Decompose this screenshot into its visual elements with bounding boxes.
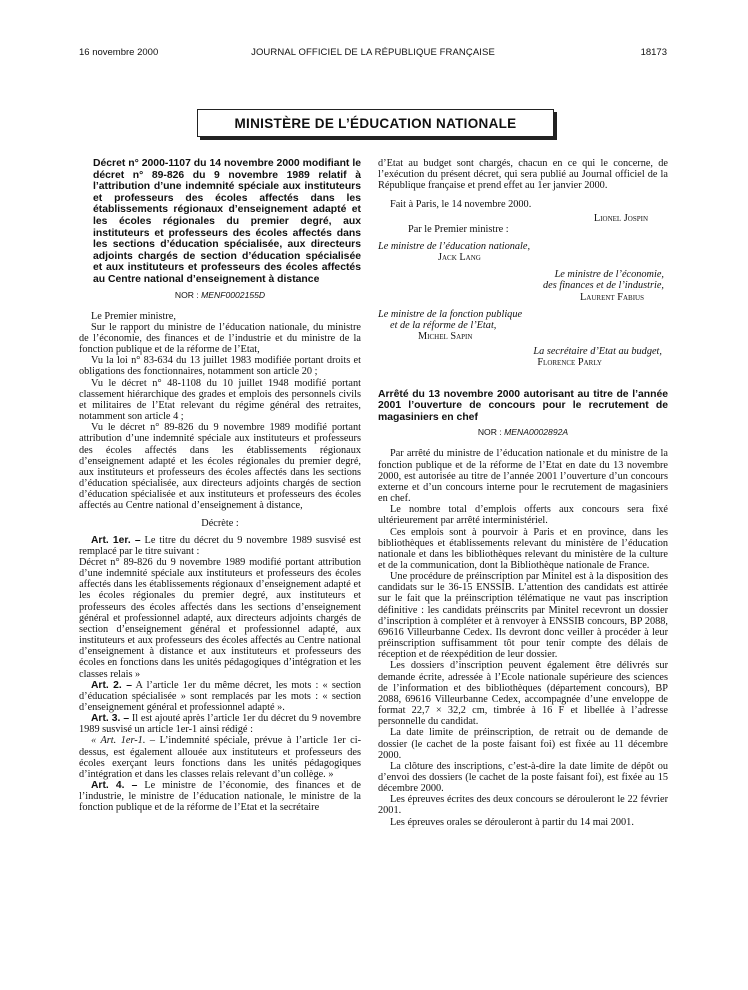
left-column bbox=[79, 158, 361, 814]
minister-fp-role-a: Le ministre de la fonction publique bbox=[378, 308, 523, 320]
ministry-title-box bbox=[197, 109, 554, 137]
article-3-quote-text: L’indemnité spéciale, prévue à l’article 1er ci-dessus, est également allouée aux instituteurs et professeurs des écoles exerçant leurs fonctions dans les unités pédagogiques d’intégration et dans les classes relais relevant d’un collège. » bbox=[79, 735, 362, 780]
article-1-text: Le titre du décret du 9 novembre 1989 susvisé est remplacé par le titre suivant : bbox=[79, 534, 361, 557]
secretary-budget-name: Florence Parly bbox=[537, 357, 602, 369]
arrete-nor-value: MENA0002892A bbox=[504, 427, 569, 438]
article-2-text: A l’article 1er du même décret, les mots : « section d’éducation spécialisée » sont remplacés par les mots : « section d’enseignement général et professionnel adapté ». bbox=[79, 679, 361, 713]
article-1-label: Art. 1er. – bbox=[91, 534, 141, 546]
decree-decrete: Décrète : bbox=[201, 517, 239, 529]
article-4 bbox=[79, 780, 361, 813]
running-header bbox=[79, 47, 667, 61]
arrete-para: Les dossiers d’inscription peuvent également être délivrés sur demande écrite, adressée à l’Ecole nationale supérieure des sciences de l’information et des bibliothèques (département concours), BP 2088, 69616 Villeurbanne Cedex, accompagnée d’une enveloppe de format 22,7 × 32,2 cm, timbrée à 16 F et libellée à l’adresse personnelle du candidat. bbox=[378, 660, 668, 728]
article-3-quote bbox=[79, 735, 361, 780]
article-4-text: Le ministre de l’économie, des finances et de l’industrie, le ministre de l’éducation nationale, le ministre de la fonction publique et de la réforme de l’Etat et la secrétaire bbox=[79, 780, 361, 814]
arrete-para: Ces emplois sont à pourvoir à Paris et en province, dans les bibliothèques et établissements relevant du ministère de l’éducation nationale et dans les bibliothèques relevant du ministère de la culture et de la communication, dont la Bibliothèque nationale de France. bbox=[378, 526, 668, 571]
arrete-nor bbox=[378, 427, 668, 438]
signature-block-education bbox=[378, 241, 668, 263]
minister-economy-role-a: Le ministre de l’économie, bbox=[554, 269, 664, 281]
minister-fp-name: Michel Sapin bbox=[418, 331, 473, 343]
arrete-nor-label: NOR : bbox=[477, 427, 502, 438]
header-page-number: 18173 bbox=[640, 47, 667, 58]
article-3-quote-label: « Art. 1er-1. – bbox=[91, 735, 156, 747]
article-3 bbox=[79, 713, 361, 735]
arrete-para: Les épreuves orales se dérouleront à partir du 14 mai 2001. bbox=[390, 816, 634, 828]
signature-block-economy bbox=[378, 269, 668, 302]
minister-economy-name: Laurent Fabius bbox=[580, 291, 644, 303]
decree-fait: Fait à Paris, le 14 novembre 2000. bbox=[390, 199, 532, 211]
decree-para: Le Premier ministre, bbox=[91, 310, 176, 322]
arrete-para: La clôture des inscriptions, c’est-à-dire la date limite de dépôt ou d’envoi des dossiers (le cachet de la poste faisant foi), est fixée au 15 décembre 2000. bbox=[378, 760, 668, 795]
arrete-para: Une procédure de préinscription par Minitel est à la disposition des candidats sur le 36-15 ENSSIB. L’attention des candidats est attirée sur le fait que la préinscription télématique ne vaut pas inscription définitive : les candidats préinscrits par Minitel recevront un dossier d’inscription à compléter et à renvoyer à ENSSIB concours, BP 2088, 69616 Villeurbanne Cedex. Ils devront donc veiller à procéder à leur préinscription suffisamment tôt pour tenir compte des délais de réception et de réexpédition de leur dossier. bbox=[378, 571, 668, 661]
arrete-para: La date limite de préinscription, de retrait ou de demande de dossier (le cachet de la poste faisant foi) est fixée au 11 décembre 2000. bbox=[378, 727, 668, 761]
right-column bbox=[378, 158, 668, 828]
arrete-title: Arrêté du 13 novembre 2000 autorisant au titre de l’année 2001 l’ouverture de concours pour le recrutement de magasiniers en chef bbox=[378, 388, 668, 423]
decree-continuation: d’Etat au budget sont chargés, chacun en ce qui le concerne, de l’exécution du présent décret, qui sera publié au Journal officiel de la République française et prend effet au 1er janvier 2000. bbox=[378, 158, 668, 192]
arrete-para: Les épreuves écrites des deux concours se dérouleront le 22 février 2001. bbox=[378, 794, 668, 817]
decree-nor-label: NOR : bbox=[174, 289, 199, 300]
signature-prime-minister: Lionel Jospin bbox=[593, 212, 648, 224]
article-3-text: Il est ajouté après l’article 1er du décret du 9 novembre 1989 susvisé un article 1er-1 ainsi rédigé : bbox=[79, 713, 361, 736]
article-2-label: Art. 2. – bbox=[91, 679, 132, 691]
minister-education-name: Jack Lang bbox=[438, 252, 481, 264]
decree-para: Vu le décret n° 48-1108 du 10 juillet 1948 modifié portant classement hiérarchique des grades et emplois des personnels civils et militaires de l’Etat relevant du régime général des retraites, notamment son article 4 ; bbox=[79, 377, 361, 423]
decree-para: Sur le rapport du ministre de l’éducation nationale, du ministre de l’économie, des finances et de l’industrie et du ministre de la fonction publique et de la réforme de l’Etat, bbox=[79, 321, 361, 356]
decree-nor bbox=[79, 290, 361, 301]
par-le-premier-ministre: Par le Premier ministre : bbox=[408, 223, 509, 235]
minister-economy-role-b: des finances et de l’industrie, bbox=[543, 280, 664, 292]
minister-education-role: Le ministre de l’éducation nationale, bbox=[378, 240, 531, 252]
header-date: 16 novembre 2000 bbox=[79, 47, 159, 58]
arrete-para: Le nombre total d’emplois offerts aux concours sera fixé ultérieurement par arrêté interministériel. bbox=[378, 504, 668, 527]
article-1-quote: Décret n° 89-826 du 9 novembre 1989 modifié portant attribution d’une indemnité spéciale aux instituteurs et professeurs des écoles affectés dans les établissements régionaux d’enseignement adapté et les écoles régionales du premier degré, aux instituteurs et professeurs des écoles affectés dans les sections d’enseignement général et professionnel adapté, aux directeurs adjoints chargés de section d’enseignement général et professionnel adapté, aux instituteurs et aux professeurs des écoles affectés au Centre national d’enseignement à distance et aux instituteurs et professeurs des écoles en fonctions dans les unités pédagogiques d’intégration et les classes relais » bbox=[79, 556, 361, 680]
decree-nor-value: MENF0002155D bbox=[201, 289, 266, 300]
article-1 bbox=[79, 535, 361, 557]
signature-block-budget bbox=[378, 346, 668, 368]
minister-fp-role-b: et de la réforme de l’Etat, bbox=[390, 319, 497, 331]
article-4-label: Art. 4. – bbox=[91, 780, 138, 792]
decree-title: Décret n° 2000-1107 du 14 novembre 2000 modifiant le décret n° 89-826 du 9 novembre 1989 relatif à l’attribution d’une indemnité spéciale aux instituteurs et professeurs des écoles affectés dans les établissements régionaux d’enseignement adapté et les écoles régionales du premier degré, aux instituteurs et professeurs des écoles affectés dans les sections d’éducation spécialisée, aux directeurs adjoints chargés de section d’éducation spécialisée et aux instituteurs et professeurs des écoles affectés au Centre national d’enseignement à distance bbox=[93, 158, 361, 285]
ministry-title: MINISTÈRE DE L’ÉDUCATION NATIONALE bbox=[234, 115, 517, 131]
header-journal-title: JOURNAL OFFICIEL DE LA RÉPUBLIQUE FRANÇAISE bbox=[251, 47, 495, 58]
signature-block-fonction-publique bbox=[378, 309, 668, 342]
decree-para: Vu la loi n° 83-634 du 13 juillet 1983 modifiée portant droits et obligations des fonctionnaires, notamment son article 20 ; bbox=[79, 355, 361, 378]
arrete-para: Par arrêté du ministre de l’éducation nationale et du ministre de la fonction publique et de la réforme de l’Etat en date du 13 novembre 2000, est autorisée au titre de l’année 2001 l’ouverture d’un concours externe et d’un concours interne pour le recrutement de magasiniers en chef. bbox=[378, 448, 668, 505]
secretary-budget-role: La secrétaire d’Etat au budget, bbox=[533, 346, 662, 358]
article-2 bbox=[79, 680, 361, 713]
article-3-label: Art. 3. – bbox=[91, 713, 130, 725]
decree-para: Vu le décret n° 89-826 du 9 novembre 1989 modifié portant attribution d’une indemnité spéciale aux instituteurs et professeurs des écoles affectés dans les établissements régionaux d’enseignement adapté et les écoles régionales du premier degré, aux instituteurs et professeurs des écoles affectés dans les sections d’éducation spécialisée, aux directeurs adjoints chargés de section d’éducation spécialisée et aux instituteurs et professeurs des écoles affectés au Centre national d’enseignement à distance, bbox=[79, 422, 361, 512]
